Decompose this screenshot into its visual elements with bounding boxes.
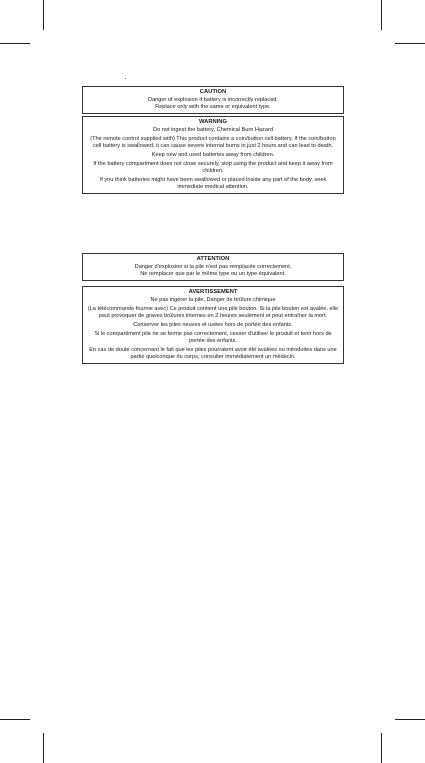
attention-line: Ne remplacer que par le même type ou un type équivalent. bbox=[140, 271, 286, 277]
warning-paragraph: Keep new and used batteries away from children. bbox=[151, 152, 275, 158]
warning-paragraph: If you think batteries might have been swallowed or placed inside any part of the body, seek immediate medical attention. bbox=[99, 177, 327, 190]
caution-title: CAUTION bbox=[199, 89, 227, 95]
avertissement-title: AVERTISSEMENT bbox=[188, 289, 238, 295]
attention-body bbox=[87, 264, 339, 278]
caution-box bbox=[82, 86, 344, 114]
crop-mark-top-left-horizontal bbox=[0, 43, 30, 44]
crop-mark-top-right-vertical bbox=[381, 0, 382, 30]
avertissement-paragraph: En cas de doute concernant le fait que les piles pourraient avoir été avalées ou introduites dans une partie quelconque du corps, consulter immédiatement un médecin. bbox=[89, 347, 337, 360]
crop-mark-top-left-vertical bbox=[43, 0, 44, 30]
warning-paragraph: If the battery compartment does not close securely, stop using the product and keep it away from children. bbox=[93, 161, 333, 174]
warning-box bbox=[82, 116, 344, 194]
avertissement-paragraph: (La télécommande fournie avec) Ce produit contient une pile bouton. Si la pile bouton est avalée, elle peut provoquer de graves brûlures internes en 2 heures seulement et peut entraîner la mort. bbox=[87, 306, 339, 319]
crop-mark-top-right-horizontal bbox=[395, 43, 425, 44]
stray-dot bbox=[125, 78, 126, 79]
avertissement-paragraph: Ne pas ingérer la pile, Danger de brûlure chimique bbox=[150, 297, 276, 303]
avertissement-paragraph: Si le compartiment pile ne se ferme pas correctement, cesser d'utiliser le produit et tenir hors de portée des enfants. bbox=[94, 331, 332, 344]
caution-body bbox=[87, 97, 339, 111]
caution-line: Replace only with the same or equivalent type. bbox=[155, 104, 271, 110]
caution-line: Danger of explosion if battery is incorrectly replaced. bbox=[148, 97, 278, 103]
avertissement-box bbox=[82, 286, 344, 364]
attention-title: ATTENTION bbox=[196, 256, 230, 262]
crop-mark-bottom-left-horizontal bbox=[0, 719, 30, 720]
crop-mark-bottom-right-vertical bbox=[381, 733, 382, 763]
crop-mark-bottom-right-horizontal bbox=[395, 719, 425, 720]
attention-line: Danger d'explosion si la pile n'est pas remplacée correctement. bbox=[134, 264, 292, 270]
crop-mark-bottom-left-vertical bbox=[43, 733, 44, 763]
avertissement-paragraph: Conserver les piles neuves et usées hors de portée des enfants. bbox=[133, 322, 293, 328]
warning-paragraph: (The remote control supplied with) This product contains a coin/button cell battery. If the coin/button cell battery is swallowed, it can cause severe internal burns in just 2 hours and can lead to death. bbox=[90, 136, 336, 149]
attention-box bbox=[82, 253, 344, 281]
warning-paragraph: Do not ingest the battery, Chemical Burn Hazard bbox=[153, 127, 273, 133]
warning-title: WARNING bbox=[198, 119, 228, 125]
